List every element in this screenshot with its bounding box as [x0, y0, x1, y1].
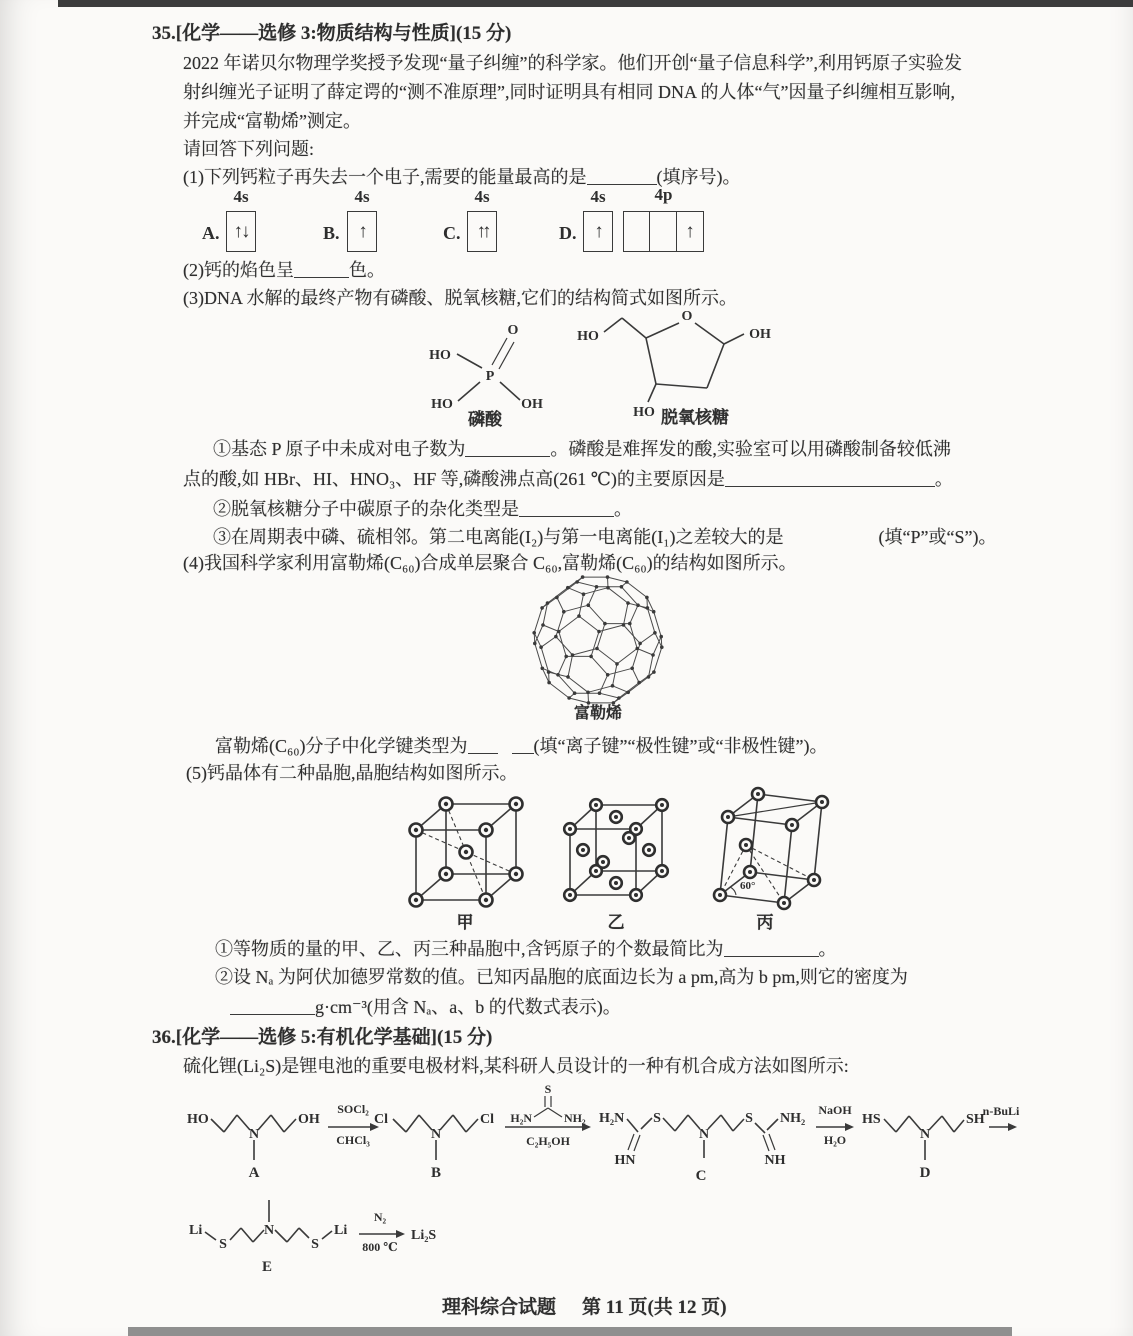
- text: 点的酸,如 HBr、HI、HNO₃、HF 等,磷酸沸点高(261 ℃)的主要原因是: [183, 469, 725, 489]
- atom-oh: OH: [521, 397, 543, 412]
- answer-blank: [587, 170, 657, 185]
- unit-cell-jia-bcc: [398, 788, 533, 913]
- reagent-socl2: SOCl₂: [337, 1102, 369, 1116]
- atom-sh: SH: [966, 1112, 985, 1127]
- atom-nh2: NH₂: [564, 1111, 586, 1125]
- synthesis-scheme: [183, 1082, 1018, 1280]
- atom-s: S: [311, 1237, 319, 1252]
- orbital-box-d-4p-group: [623, 211, 704, 252]
- atom-ho: HO: [431, 397, 453, 412]
- answer-blank: [512, 739, 534, 754]
- orbital-box-d-4s: [583, 211, 613, 252]
- q35-item5-sub2-line1: ②设 Nₐ 为阿伏加德罗常数的值。已知丙晶胞的底面边长为 a pm,高为 b pm,则它的密度为: [215, 967, 908, 987]
- orbital-label-4s-d: 4s: [590, 187, 606, 206]
- answer-space: [498, 742, 512, 752]
- text: ③在周期表中磷、硫相邻。第二电离能(I₂)与第一电离能(I₁)之差较大的是: [213, 527, 784, 547]
- q35-intro-line1: 2022 年诺贝尔物理学奖授予发现“量子纠缠”的科学家。他们开创“量子信息科学”,利用钙原子实验发: [183, 53, 962, 73]
- reagent-h2o: H₂O: [823, 1133, 847, 1147]
- orbital-electrons-b: ↑: [358, 220, 366, 242]
- q36-intro: 硫化锂(Li₂S)是锂电池的重要电极材料,某科研人员设计的一种有机合成方法如图所示:: [183, 1056, 849, 1076]
- reagent-800c: 800 ℃: [362, 1240, 398, 1254]
- text: ①基态 P 原子中未成对电子数为: [213, 439, 466, 459]
- fullerene-label: 富勒烯: [573, 705, 622, 722]
- q35-title: 35.[化学——选修 3:物质结构与性质](15 分): [152, 23, 512, 44]
- compound-label-a: A: [248, 1165, 260, 1181]
- answer-blank: [230, 1000, 315, 1015]
- angle-60-label: 60°: [740, 880, 756, 892]
- answer-blank: [519, 502, 614, 517]
- reagent-c2h5oh: C₂H₅OH: [526, 1134, 570, 1148]
- q35-item5-sub2-line2: [230, 996, 621, 1019]
- text: (填“离子键”“极性键”或“非极性键”)。: [533, 736, 828, 756]
- bing-atoms: [714, 788, 828, 909]
- atom-cl: Cl: [374, 1112, 388, 1127]
- q35-item3-sub1-line2: [183, 468, 953, 491]
- atom-cl: Cl: [480, 1112, 494, 1127]
- answer-space: [784, 533, 879, 543]
- q35-prompt: 请回答下列问题:: [183, 139, 315, 159]
- footer-doc-title: 理科综合试题: [442, 1297, 557, 1318]
- compound-label-e: E: [261, 1259, 273, 1275]
- orbital-label-4p: 4p: [654, 185, 673, 204]
- q35-item3-sub1-line1: [213, 438, 951, 461]
- cell-label-bing: 丙: [756, 913, 774, 932]
- option-letter-a: A.: [202, 223, 220, 243]
- atom-ho: HO: [187, 1112, 209, 1127]
- compound-label-d: D: [919, 1165, 931, 1181]
- atom-n: N: [698, 1127, 710, 1142]
- orbital-cell-4p-3: [677, 211, 704, 252]
- text: 。: [614, 499, 632, 519]
- answer-blank: [294, 263, 349, 278]
- q35-item3-sub3: [213, 526, 996, 549]
- orbital-electrons-d: ↑: [594, 220, 602, 242]
- compound-label-c: C: [695, 1168, 707, 1184]
- atom-s: S: [745, 1111, 753, 1126]
- atom-n: N: [430, 1127, 442, 1142]
- orbital-electrons-c: ↑↑: [476, 220, 488, 242]
- phosphoric-acid-label: 磷酸: [468, 410, 502, 429]
- reagent-chcl3: CHCl₃: [336, 1133, 370, 1147]
- q35-item5-sub1: [215, 938, 837, 961]
- atom-ho: HO: [429, 348, 451, 363]
- atom-li: Li: [189, 1223, 203, 1238]
- q35-item5-intro: (5)钙晶体有二种晶胞,晶胞结构如图所示。: [186, 763, 518, 783]
- atom-nh: NH: [764, 1153, 786, 1168]
- q35-item4-intro: (4)我国科学家利用富勒烯(C₆₀)合成单层聚合 C₆₀,富勒烯(C₆₀)的结构如图所示。: [183, 553, 797, 573]
- atom-s: S: [653, 1111, 661, 1126]
- orbital-electrons-4p-3: ↑: [685, 220, 695, 242]
- atom-s: S: [219, 1237, 227, 1252]
- footer-page-number: 第 11 页(共 12 页): [582, 1297, 727, 1318]
- compound-label-b: B: [430, 1165, 442, 1181]
- q35-item2-text: (2)钙的焰色呈: [183, 260, 294, 280]
- answer-blank: [465, 442, 550, 457]
- reagent-n2: N₂: [373, 1210, 387, 1224]
- text: ①等物质的量的甲、乙、丙三种晶胞中,含钙原子的个数最简比为: [215, 939, 724, 959]
- q35-item4-sub: [215, 735, 827, 758]
- q35-item1-text: (1)下列钙粒子再失去一个电子,需要的能量最高的是: [183, 167, 587, 187]
- reagent-nbuli: n-BuLi: [982, 1104, 1020, 1118]
- atom-n: N: [919, 1127, 931, 1142]
- cell-label-yi: 乙: [607, 913, 625, 932]
- atom-o: O: [507, 323, 519, 338]
- atom-oh: OH: [749, 327, 771, 342]
- atom-hn: HN: [614, 1153, 636, 1168]
- option-letter-d: D.: [559, 223, 577, 243]
- atom-oh: OH: [298, 1112, 320, 1127]
- atom-n: N: [263, 1223, 275, 1238]
- cell-label-jia: 甲: [456, 913, 474, 932]
- orbital-box-c: [467, 211, 497, 252]
- page-footer: [442, 1292, 727, 1319]
- q35-intro-line2: 射纠缠光子证明了薛定谔的“测不准原理”,同时证明具有相同 DNA 的人体“气”因量子纠缠相互影响,: [183, 82, 955, 102]
- atom-ho: HO: [633, 405, 655, 420]
- atom-h2n: H₂N: [510, 1111, 532, 1125]
- answer-blank: [468, 739, 498, 754]
- scan-top-edge: [58, 0, 1133, 7]
- orbital-cell-4p-2: [650, 211, 677, 252]
- fullerene-c60-diagram: [528, 570, 668, 710]
- text: g·cm⁻³(用含 Nₐ、a、b 的代数式表示)。: [315, 997, 621, 1017]
- orbital-box-a: [226, 211, 256, 252]
- text: 富勒烯(C₆₀)分子中化学键类型为: [215, 736, 468, 756]
- text: 。: [818, 939, 837, 959]
- orbital-label-4s-c: 4s: [474, 187, 490, 206]
- q35-item3-sub2: [213, 498, 632, 521]
- q36-title: 36.[化学——选修 5:有机化学基础](15 分): [152, 1027, 493, 1048]
- atom-li: Li: [334, 1223, 348, 1238]
- text: ②脱氧核糖分子中碳原子的杂化类型是: [213, 499, 519, 519]
- answer-blank: [725, 472, 935, 487]
- scan-bottom-edge: [128, 1327, 1012, 1336]
- orbital-label-4s-b: 4s: [354, 187, 370, 206]
- atom-p: P: [485, 369, 495, 384]
- reagent-naoh: NaOH: [818, 1103, 852, 1117]
- deoxyribose-label: 脱氧核糖: [661, 408, 729, 427]
- atom-h2n: H₂N: [599, 1111, 625, 1126]
- orbital-cell-4p-1: [623, 211, 650, 252]
- text: 。磷酸是难挥发的酸,实验室可以用磷酸制备较低沸: [550, 439, 951, 459]
- q35-item1-suffix: (填序号)。: [656, 167, 741, 187]
- atom-n: N: [248, 1127, 260, 1142]
- orbital-label-4s-a: 4s: [233, 187, 249, 206]
- orbital-electrons-a: ↑↓: [233, 220, 249, 242]
- option-letter-c: C.: [443, 223, 461, 243]
- text: (填“P”或“S”)。: [878, 527, 997, 547]
- orbital-box-b: [347, 211, 377, 252]
- text: 。: [934, 469, 953, 489]
- q35-item2-suffix: 色。: [349, 260, 385, 280]
- unit-cell-yi-fcc: [556, 793, 676, 913]
- q35-item2: [183, 259, 385, 282]
- atom-s: S: [544, 1082, 552, 1096]
- unit-cell-bing: [700, 779, 830, 914]
- atom-ho: HO: [577, 329, 599, 344]
- q35-item3-intro: (3)DNA 水解的最终产物有磷酸、脱氧核糖,它们的结构简式如图所示。: [183, 288, 737, 308]
- product-li2s: Li₂S: [411, 1228, 437, 1243]
- q35-intro-line3: 并完成“富勒烯”测定。: [183, 111, 361, 131]
- answer-blank: [724, 942, 819, 957]
- option-letter-b: B.: [323, 223, 340, 243]
- atom-ring-o: O: [681, 309, 693, 324]
- atom-hs: HS: [862, 1112, 881, 1127]
- atom-nh2: NH₂: [780, 1111, 806, 1126]
